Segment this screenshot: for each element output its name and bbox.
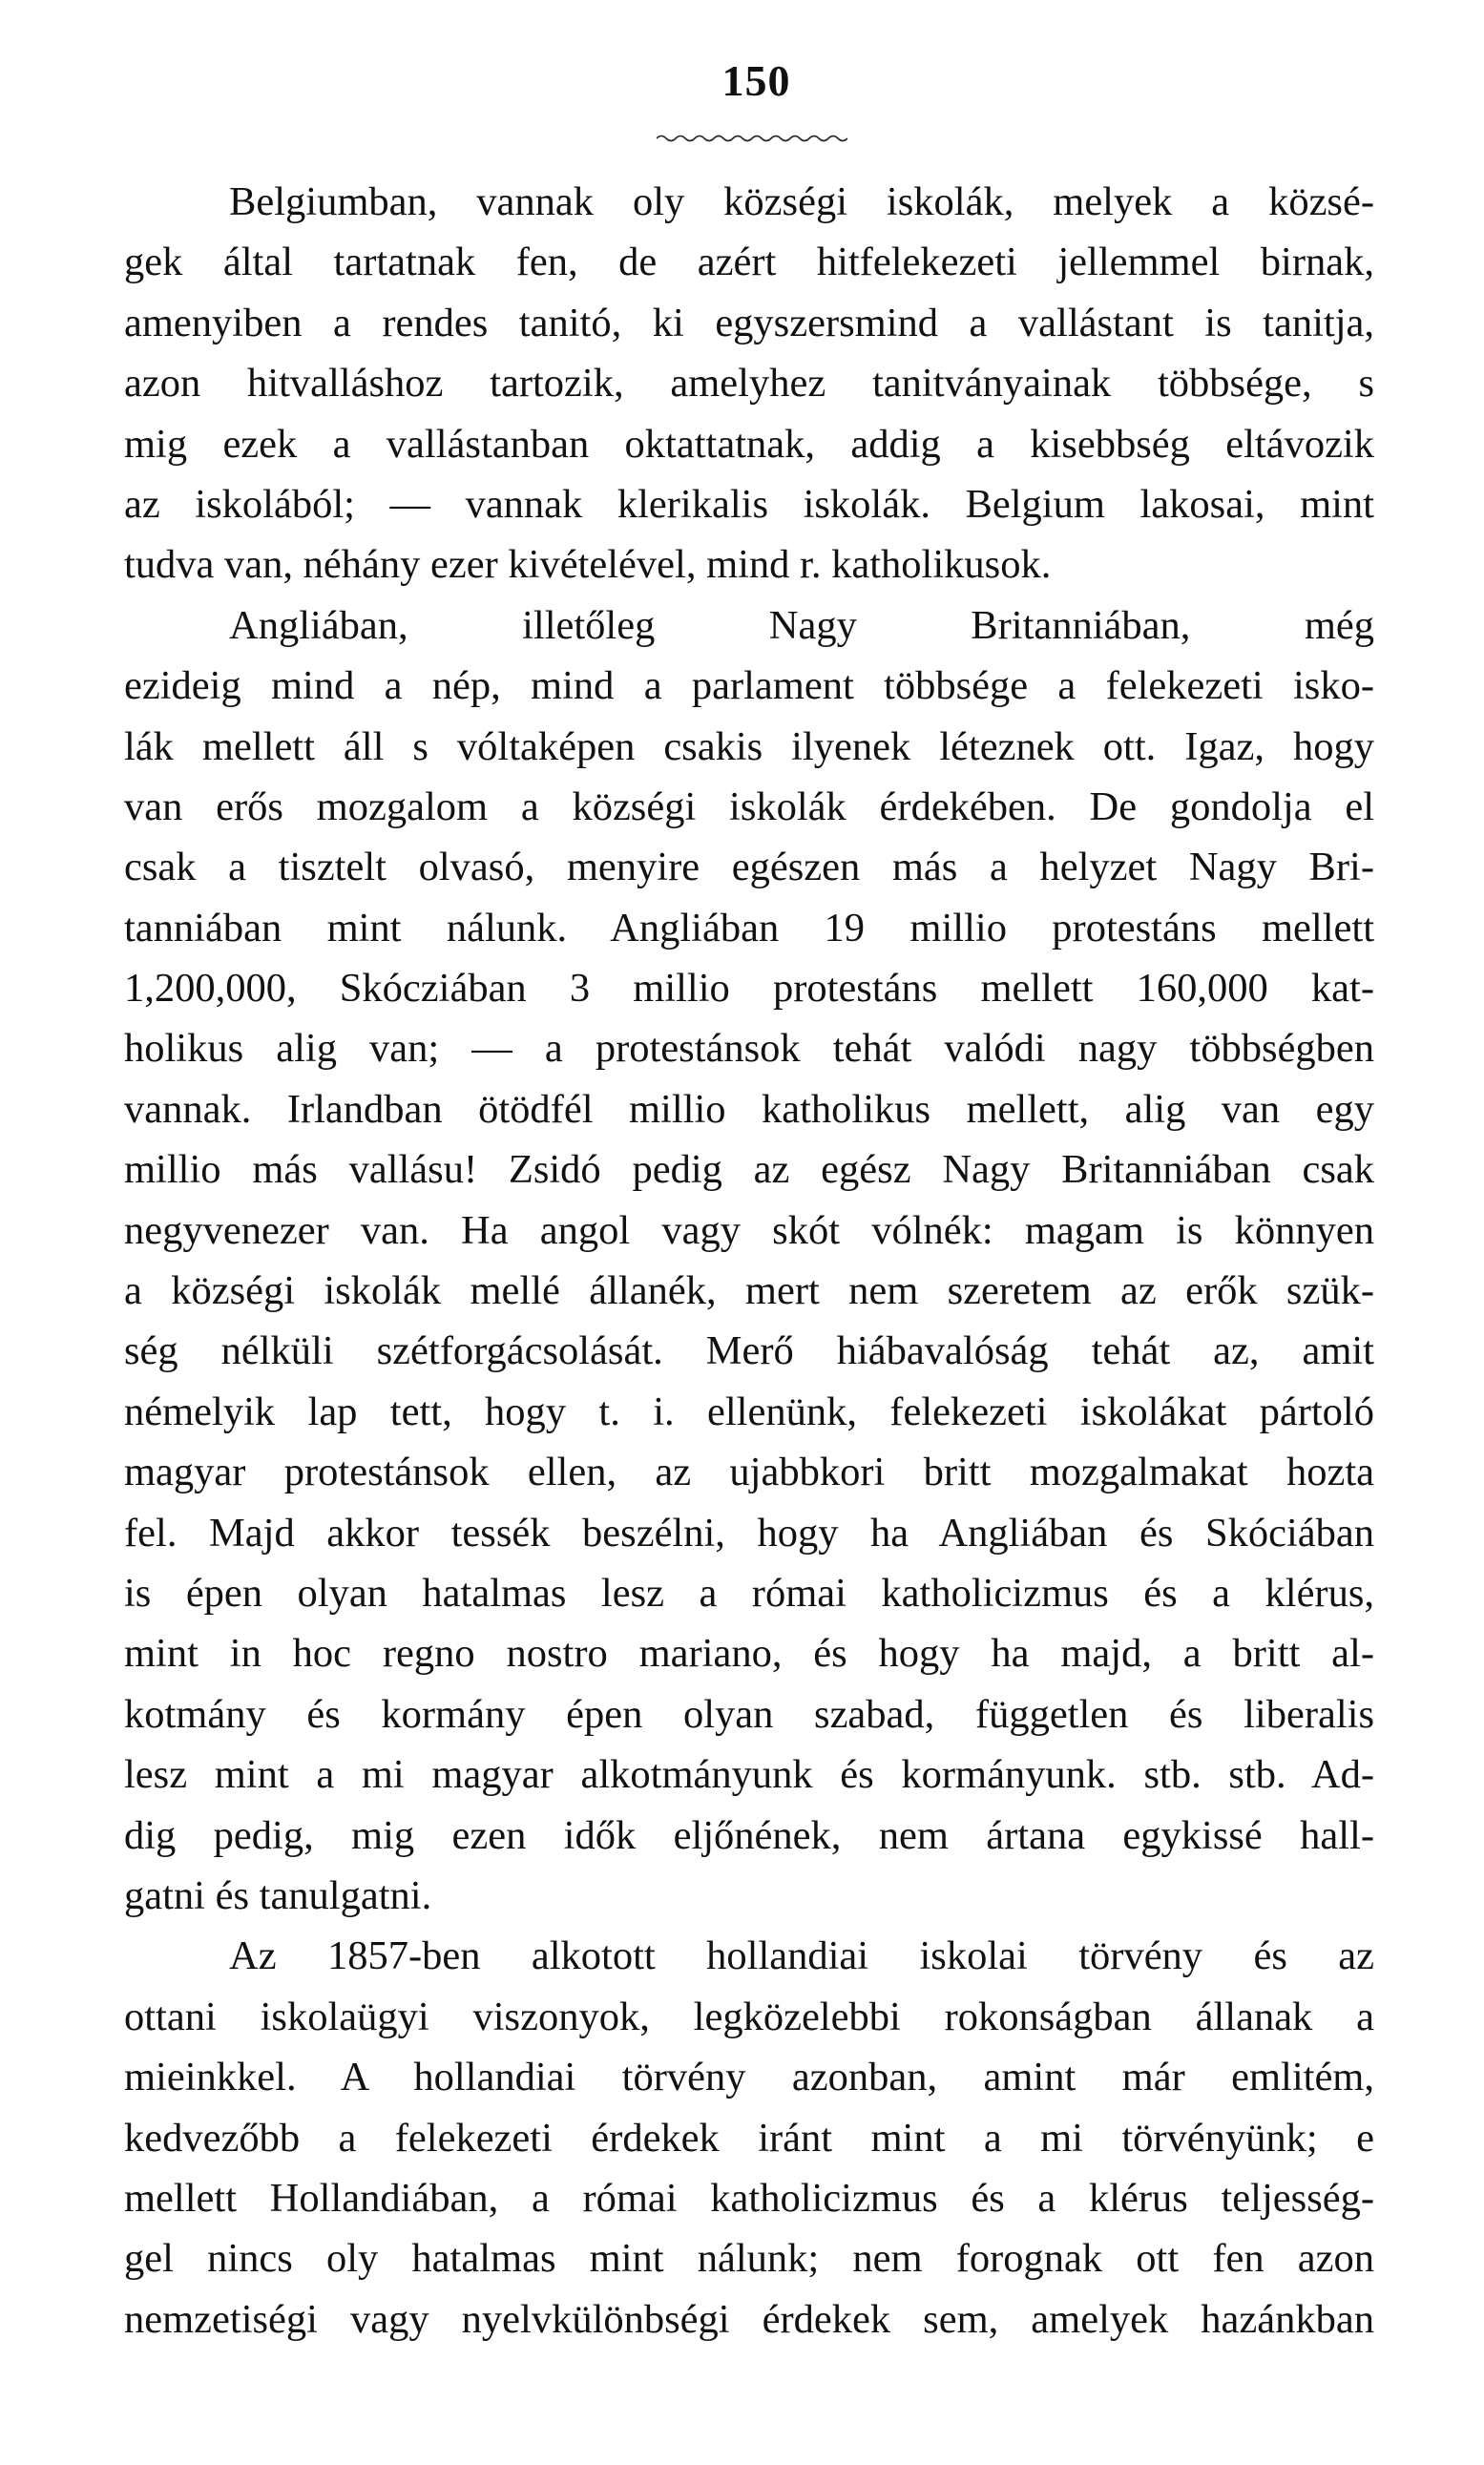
decorative-wavy-rule: [657, 134, 847, 143]
text-line: Az 1857-ben alkotott hollandiai iskolai törvény és az: [229, 1933, 1374, 1979]
paragraph: [124, 1926, 1374, 2350]
text-line: 1,200,000, Skócziában 3 millio protestáns mellett 160,000 kat-: [124, 966, 1374, 1012]
text-line: csak a tisztelt olvasó, menyire egészen más a helyzet Nagy Bri-: [124, 845, 1374, 890]
text-line: azon hitvalláshoz tartozik, amelyhez tanitványainak többsége, s: [124, 361, 1374, 407]
text-line: nemzetiségi vagy nyelvkülönbségi érdekek sem, amelyek hazánkban: [124, 2296, 1374, 2342]
page-header: [0, 55, 1484, 106]
text-line: magyar protestánsok ellen, az ujabbkori britt mozgalmakat hozta: [124, 1450, 1374, 1495]
text-line: is épen olyan hatalmas lesz a római katholicizmus és a klérus,: [124, 1570, 1374, 1616]
text-line: az iskolából; — vannak klerikalis iskolák. Belgium lakosai, mint: [124, 481, 1374, 527]
text-line: Angliában, illetőleg Nagy Britanniában, még: [229, 602, 1374, 648]
text-line: ezideig mind a nép, mind a parlament többsége a felekezeti isko-: [124, 663, 1374, 709]
text-line: holikus alig van; — a protestánsok tehát valódi nagy többségben: [124, 1026, 1374, 1072]
text-line: negyvenezer van. Ha angol vagy skót vólnék: magam is könnyen: [124, 1207, 1374, 1253]
text-line: gatni és tanulgatni.: [124, 1872, 432, 1918]
text-line: tanniában mint nálunk. Angliában 19 millio protestáns mellett: [124, 905, 1374, 950]
text-line: a községi iskolák mellé állanék, mert nem szeretem az erők szük-: [124, 1268, 1374, 1314]
text-line: mellett Hollandiában, a római katholicizmus és a klérus teljesség-: [124, 2175, 1374, 2221]
text-line: kotmány és kormány épen olyan szabad, független és liberalis: [124, 1691, 1374, 1737]
body-text: [124, 172, 1374, 2350]
text-line: gel nincs oly hatalmas mint nálunk; nem forognak ott fen azon: [124, 2236, 1374, 2282]
text-line: kedvezőbb a felekezeti érdekek iránt mint a mi törvényünk; e: [124, 2115, 1374, 2161]
text-line: mig ezek a vallástanban oktattatnak, addig a kisebbség eltávozik: [124, 421, 1374, 467]
paragraph: [124, 172, 1374, 595]
text-line: Belgiumban, vannak oly községi iskolák, melyek a közsé-: [229, 179, 1374, 224]
text-line: mint in hoc regno nostro mariano, és hogy ha majd, a britt al-: [124, 1631, 1374, 1677]
text-line: fel. Majd akkor tessék beszélni, hogy ha Angliában és Skóciában: [124, 1510, 1374, 1556]
text-line: ottani iskolaügyi viszonyok, legközelebbi rokonságban állanak a: [124, 1994, 1374, 2039]
text-line: vannak. Irlandban ötödfél millio katholikus mellett, alig van egy: [124, 1086, 1374, 1132]
text-line: mieinkkel. A hollandiai törvény azonban, amint már emlitém,: [124, 2055, 1374, 2100]
text-line: ség nélküli szétforgácsolását. Merő hiábavalóság tehát az, amit: [124, 1328, 1374, 1374]
text-line: lák mellett áll s vóltaképen csakis ilyenek léteznek ott. Igaz, hogy: [124, 723, 1374, 769]
text-line: lesz mint a mi magyar alkotmányunk és kormányunk. stb. stb. Ad-: [124, 1752, 1374, 1798]
text-line: van erős mozgalom a községi iskolák érdekében. De gondolja el: [124, 783, 1374, 829]
text-line: millio más vallásu! Zsidó pedig az egész Nagy Britanniában csak: [124, 1147, 1374, 1193]
text-line: némelyik lap tett, hogy t. i. ellenünk, felekezeti iskolákat pártoló: [124, 1389, 1374, 1434]
text-line: gek által tartatnak fen, de azért hitfelekezeti jellemmel birnak,: [124, 240, 1374, 285]
text-line: tudva van, néhány ezer kivételével, mind r. katholikusok.: [124, 542, 1052, 588]
text-line: dig pedig, mig ezen idők eljőnének, nem ártana egykissé hall-: [124, 1812, 1374, 1858]
text-line: amenyiben a rendes tanitó, ki egyszersmind a vallástant is tanitja,: [124, 300, 1374, 345]
paragraph: [124, 595, 1374, 1927]
page-number: 150: [721, 56, 791, 105]
